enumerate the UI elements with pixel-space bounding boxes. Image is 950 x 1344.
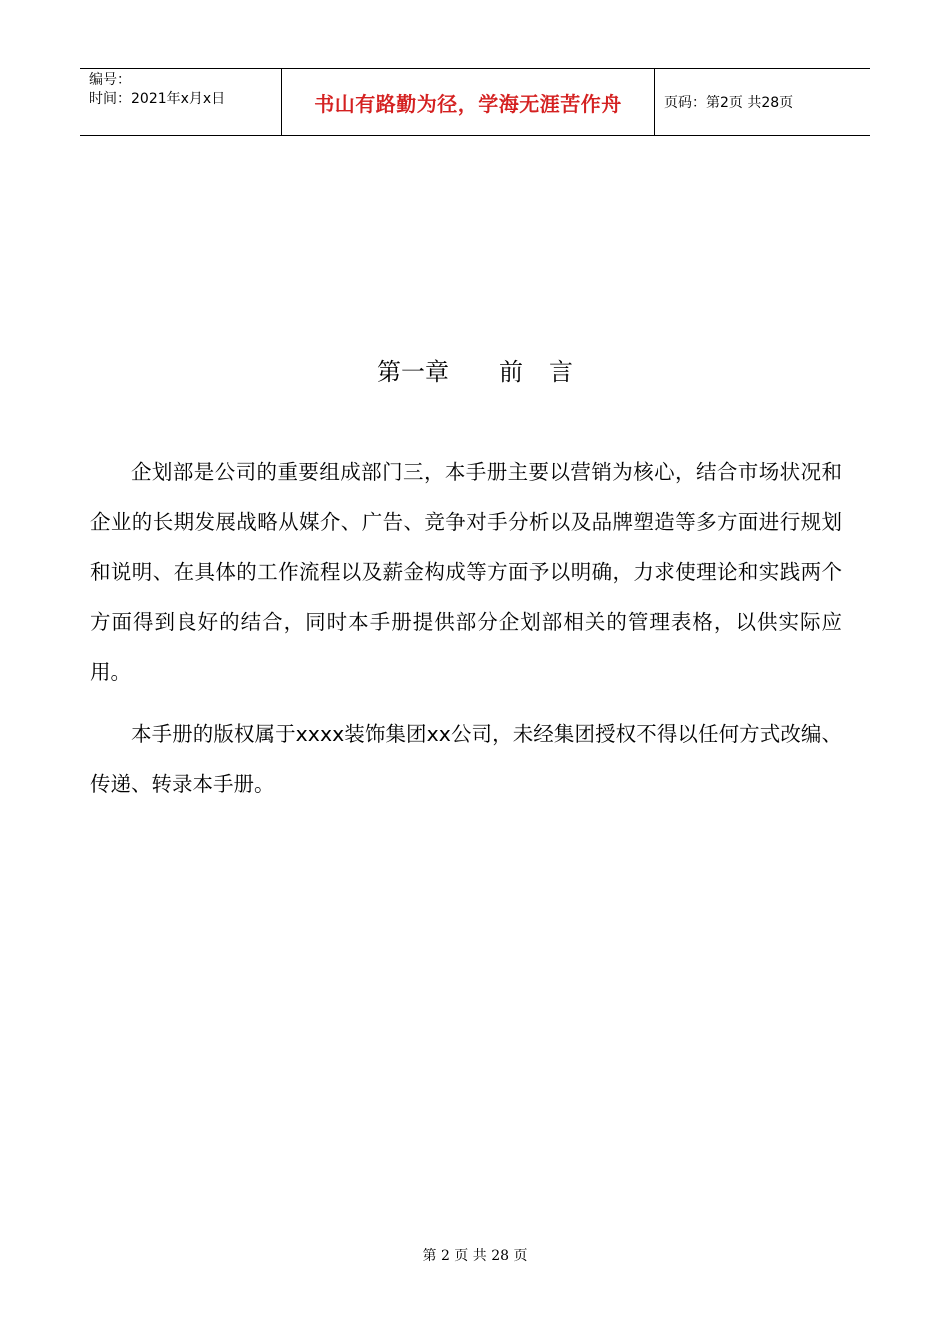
header-meta-cell — [80, 69, 281, 135]
header-motto-cell — [281, 69, 655, 135]
chapter-title-part2: 言 — [549, 358, 573, 386]
paragraph: 企划部是公司的重要组成部门三，本手册主要以营销为核心，结合市场状况和企业的长期发展战略从媒介、广告、竞争对手分析以及品牌塑造等多方面进行规划和说明、在具体的工作流程以及薪金构成等方面予以明确，力求使理论和实践两个方面得到良好的结合，同时本手册提供部分企划部相关的管理表格，以供实际应用。 — [90, 460, 842, 684]
header-page-cell — [655, 69, 870, 135]
motto-text: 书山有路勤为径，学海无涯苦作舟 — [314, 91, 622, 116]
document-body — [90, 447, 842, 821]
chapter-title-part1: 前 — [499, 358, 523, 386]
chapter-title — [0, 354, 950, 390]
paragraph: 本手册的版权属于xxxx装饰集团xx公司，未经集团授权不得以任何方式改编、传递、转录本手册。 — [90, 722, 842, 796]
number-label: 编号： — [89, 72, 131, 88]
chapter-number: 第一章 — [377, 358, 449, 386]
page-info: 页码：第2页 共28页 — [664, 95, 794, 111]
time-label: 时间：2021年x月x日 — [89, 91, 226, 107]
page-header — [80, 68, 870, 136]
page-footer: 第 2 页 共 28 页 — [422, 1248, 528, 1264]
